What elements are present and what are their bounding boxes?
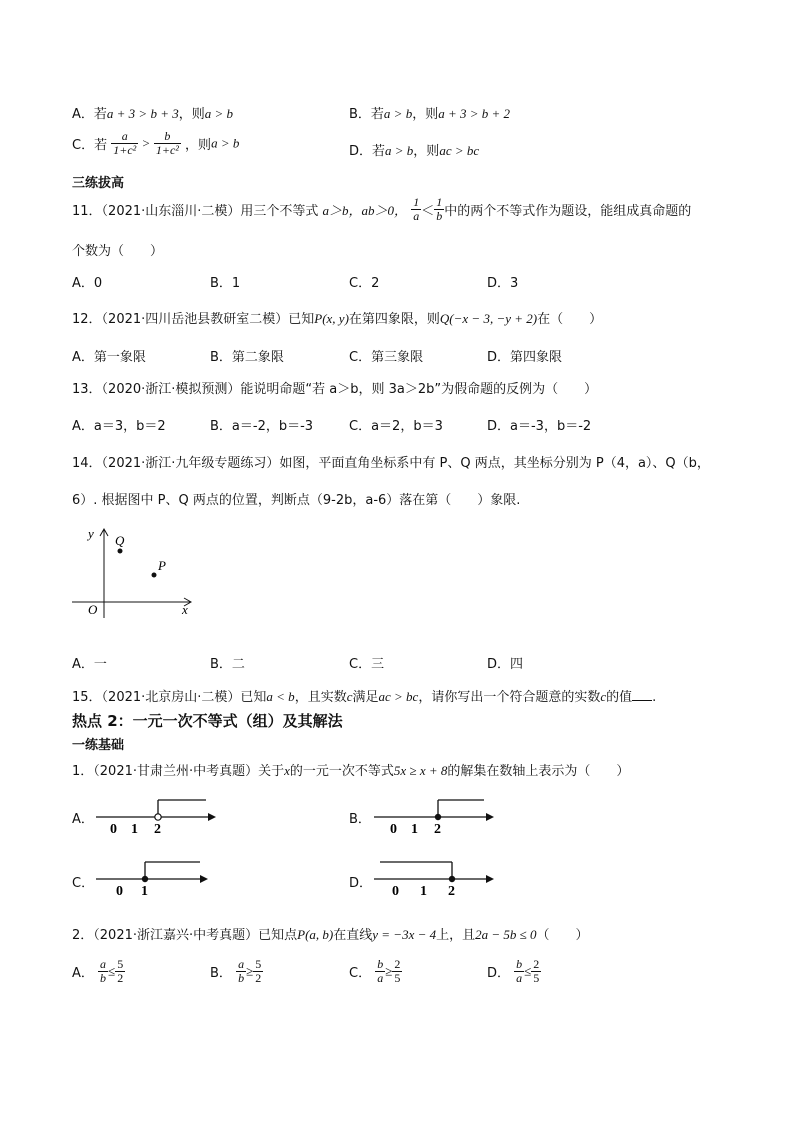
closed-point [142, 876, 148, 882]
q1-option-c-label: C． [72, 876, 95, 891]
q13-option-c: C．a＝2，b＝3 [349, 419, 443, 434]
q2-option-c: C． $\frac{b}{a}$ ≥ $\frac{2}{5}$ [349, 957, 401, 985]
q15-answer-blank[interactable] [632, 688, 652, 701]
q12-option-d: D．第四象限 [487, 350, 563, 365]
tick-label: 1 [420, 884, 427, 899]
q14-coordinate-graph [68, 522, 198, 622]
q14-option-d: D．四 [487, 657, 524, 672]
tick-label: 1 [131, 822, 138, 837]
q14-line2: 6）. 根据图中 P、Q 两点的位置，判断点（9-2b，a-6）落在第（ ）象限. [72, 493, 521, 508]
axis-arrow [200, 875, 208, 883]
tick-label: 2 [448, 884, 455, 899]
closed-point [449, 876, 455, 882]
q1-stem: 1．（2021·甘肃兰州·中考真题）关于x的一元一次不等式5x ≥ x + 8的解集在数轴上表示为（ ） [72, 763, 630, 779]
q12-option-b: B．第二象限 [210, 350, 284, 365]
tick-label: 1 [411, 822, 418, 837]
q1-option-a-number-line [96, 796, 216, 840]
q2-stem: 2．（2021·浙江嘉兴·中考真题）已知点P(a, b)在直线y = −3x − 4上，且2a − 5b ≤ 0（ ） [72, 927, 589, 943]
q1-option-b-label: B． [349, 812, 371, 827]
point-p-label: P [158, 558, 166, 573]
tick-label: 1 [141, 884, 148, 899]
q2-option-d: D． $\frac{b}{a}$ ≤ $\frac{2}{5}$ [487, 957, 540, 985]
axis-arrow [208, 813, 216, 821]
q1-option-d-label: D． [349, 876, 373, 891]
q12-stem: 12．（2021·四川岳池县教研室二模）已知P(x, y)在第四象限，则Q(−x − 3, −y + 2)在（ ） [72, 311, 603, 327]
closed-point [435, 814, 441, 820]
q11-option-c: C．2 [349, 276, 380, 291]
q13-option-b: B．a＝-2，b＝-3 [210, 419, 314, 434]
q1-option-a-label: A． [72, 812, 94, 827]
tick-label: 0 [116, 884, 123, 899]
q14-line1: 14．（2021·浙江·九年级专题练习）如图，平面直角坐标系中有 P、Q 两点，其坐标分别为 P（4，a）、Q（b， [72, 456, 710, 471]
q10-option-b: B．若a > b，则a + 3 > b + 2 [349, 106, 511, 122]
tick-label: 0 [110, 822, 117, 837]
q10-option-d: D．若a > b，则ac > bc [349, 143, 480, 159]
tick-label: 0 [390, 822, 397, 837]
axis-arrow [486, 813, 494, 821]
q13-option-d: D．a＝-3，b＝-2 [487, 419, 592, 434]
section-heading-1: 一练基础 [72, 738, 125, 753]
hotspot-2-heading: 热点 2：一元一次不等式（组）及其解法 [72, 712, 343, 730]
q1-option-d-number-line [374, 858, 494, 902]
tick-label: 2 [154, 822, 161, 837]
tick-label: 2 [434, 822, 441, 837]
q10-option-c: C．若 $\frac{a}{\text{1+c²}}$ > $\frac{b}{\text{1+c²}}$ ，则a > b [72, 129, 240, 157]
q10-option-a: A．若a + 3 > b + 3，则a > b [72, 106, 234, 122]
q11-option-b: B．1 [210, 276, 241, 291]
q11-option-a: A．0 [72, 276, 103, 291]
axis-arrow [486, 875, 494, 883]
q11-line2: 个数为（ ） [72, 244, 164, 259]
y-axis-label: y [88, 526, 94, 541]
q13-option-a: A．a＝3，b＝2 [72, 419, 166, 434]
q14-option-c: C．三 [349, 657, 385, 672]
q2-option-a: A． $\frac{a}{b}$ ≤ $\frac{5}{2}$ [72, 957, 124, 985]
q12-option-c: C．第三象限 [349, 350, 424, 365]
x-axis-label: x [182, 602, 188, 617]
open-point [155, 814, 161, 820]
q11-line1: 11．（2021·山东淄川·二模）用三个不等式 a＞b，ab＞0， $\frac{1}{a}$ ＜ $\frac{1}{b}$ 中的两个不等式作为题设，能组成真命题的 [72, 195, 692, 223]
tick-label: 0 [392, 884, 399, 899]
q1-option-c-number-line [96, 858, 208, 902]
q15-stem: 15．（2021·北京房山·二模）已知a < b，且实数c满足ac > bc，请你写出一个符合题意的实数c的值 . [72, 689, 657, 705]
q1-option-b-number-line [374, 796, 494, 840]
q13-stem: 13．（2020·浙江·模拟预测）能说明命题“若 a＞b，则 3a＞2b”为假命题的反例为（ ） [72, 382, 598, 397]
q2-option-b: B． $\frac{a}{b}$ ≥ $\frac{5}{2}$ [210, 957, 262, 985]
q14-option-b: B．二 [210, 657, 245, 672]
section-heading-3: 三练拔高 [72, 176, 125, 191]
point-q-label: Q [115, 533, 125, 548]
q11-option-d: D．3 [487, 276, 519, 291]
q14-option-a: A．一 [72, 657, 107, 672]
point-q [118, 549, 123, 554]
q12-option-a: A．第一象限 [72, 350, 146, 365]
origin-label: O [88, 602, 98, 617]
point-p [152, 573, 157, 578]
